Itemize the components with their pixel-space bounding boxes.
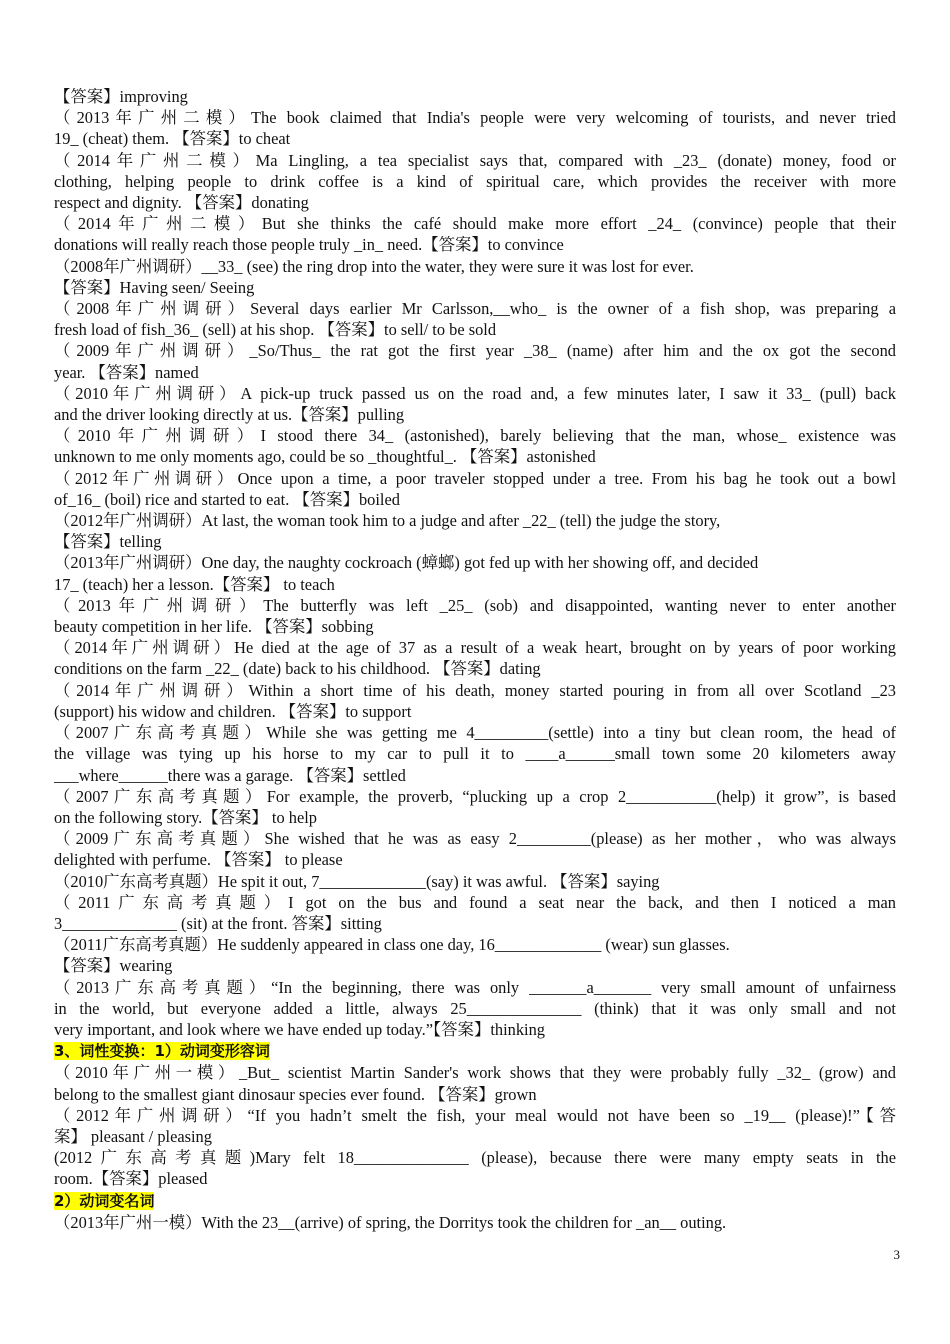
- text-line: 19_ (cheat) them. 【答案】to cheat: [54, 129, 291, 149]
- text-line: year. 【答案】named: [54, 362, 199, 382]
- text-line: (2012广东高考真题)Mary felt 18______________ (please), because there were many empty seats in the: [54, 1148, 896, 1168]
- text-line: room.【答案】pleased: [54, 1169, 208, 1189]
- text-line: （2010年广州一模）_But_ scientist Martin Sander's work shows that they were probably fully _32_ (grow) and: [54, 1063, 896, 1083]
- text-line: very important, and look where we have ended up today.”【答案】thinking: [54, 1019, 545, 1039]
- text-line: beauty competition in her life. 【答案】sobbing: [54, 617, 374, 637]
- text-line: （2008年广州调研）Several days earlier Mr Carlsson,__who_ is the owner of a fish shop, was preparing a: [54, 299, 896, 319]
- text-line: respect and dignity. 【答案】donating: [54, 193, 309, 213]
- text-line: unknown to me only moments ago, could be so _thoughtful_. 【答案】astonished: [54, 447, 596, 467]
- text-line: （2012年广州调研）Once upon a time, a poor traveler stopped under a tree. From his bag he took out a bowl: [54, 468, 896, 488]
- text-line: donations will really reach those people truly _in_ need.【答案】to convince: [54, 235, 564, 255]
- text-line: on the following story.【答案】 to help: [54, 807, 317, 827]
- text-line: 案】 pleasant / pleasing: [54, 1126, 212, 1146]
- text-line: of_16_ (boil) rice and started to eat. 【答案】boiled: [54, 489, 400, 509]
- text-line: clothing, helping people to drink coffee is a kind of spiritual care, which provides the receiver with more: [54, 171, 896, 191]
- text-line: （2013年广州一模）With the 23__(arrive) of spring, the Dorritys took the children for _an__ outing.: [54, 1212, 727, 1232]
- text-line: 【答案】telling: [54, 532, 162, 552]
- text-line: (support) his widow and children. 【答案】to support: [54, 701, 412, 721]
- text-line: （2009年广州调研）_So/Thus_ the rat got the first year _38_ (name) after him and the ox got the second: [54, 341, 896, 361]
- text-line: 【答案】wearing: [54, 956, 173, 976]
- text-line: 【答案】Having seen/ Seeing: [54, 277, 255, 297]
- text-line: delighted with perfume. 【答案】 to please: [54, 850, 343, 870]
- text-line: （2014年广州二模）But she thinks the café should make more effort _24_ (convince) people that their: [54, 214, 896, 234]
- text-line: and the driver looking directly at us.【答案】pulling: [54, 405, 405, 425]
- text-line: （2013年广州调研）The butterfly was left _25_ (sob) and disappointed, wanting never to enter another: [54, 595, 896, 615]
- text-line: ___where______there was a garage. 【答案】settled: [54, 765, 406, 785]
- highlighted-heading-text: 2）动词变名词: [54, 1191, 155, 1210]
- page-number: 3: [893, 1247, 900, 1262]
- text-line: （2013年广州调研）One day, the naughty cockroach (蟑螂) got fed up with her showing off, and decided: [54, 553, 759, 573]
- text-line: fresh load of fish_36_ (sell) at his shop. 【答案】to sell/ to be sold: [54, 320, 497, 340]
- text-line: （2007广东高考真题）For example, the proverb, “plucking up a crop 2___________(help) it grow”, is based: [54, 786, 896, 806]
- text-line: （2012年广州调研）At last, the woman took him to a judge and after _22_ (tell) the judge the story,: [54, 511, 721, 531]
- section-heading: [54, 1190, 896, 1212]
- text-line: the village was tying up his horse to my car to pull it to ____a______small town some 20 kilometers away: [54, 744, 896, 764]
- text-line: （2010广东高考真题）He spit it out, 7_____________(say) it was awful. 【答案】saying: [54, 871, 660, 891]
- document-body: [54, 86, 896, 1233]
- text-line: 【答案】improving: [54, 87, 188, 106]
- text-line: （2012年广州调研）“If you hadn’t smelt the fish, your meal would not have been so _19__ (please)!”【答: [54, 1105, 896, 1125]
- text-line: （2013年广州二模）The book claimed that India's people were very welcoming of tourists, and never tried: [54, 108, 896, 128]
- text-line: 3______________ (sit) at the front. 答案】sitting: [54, 913, 382, 933]
- text-line: （2011广东高考真题）He suddenly appeared in class one day, 16_____________ (wear) sun glasses.: [54, 935, 730, 955]
- text-line: conditions on the farm _22_ (date) back to his childhood. 【答案】dating: [54, 659, 541, 679]
- text-line: 17_ (teach) her a lesson.【答案】 to teach: [54, 574, 335, 594]
- text-line: （2013广东高考真题）“In the beginning, there was only _______a_______ very small amount of unfairness: [54, 977, 896, 997]
- text-line: （2010年广州调研）I stood there 34_ (astonished), barely believing that the man, whose_ existence was: [54, 426, 896, 446]
- text-line: （2014年广州调研）Within a short time of his death, money started pouring in from all over Scotland _23: [54, 680, 896, 700]
- text-line: （2011广东高考真题）I got on the bus and found a seat near the back, and then I noticed a man: [54, 892, 896, 912]
- text-line: in the world, but everyone added a little, always 25______________ (think) that it was only small and not: [54, 998, 896, 1018]
- section-heading: [54, 1040, 896, 1062]
- text-line: （2008年广州调研）__33_ (see) the ring drop into the water, they were sure it was lost for ever.: [54, 256, 694, 276]
- text-line: （2007广东高考真题）While she was getting me 4_________(settle) into a tiny but clean room, the head of: [54, 723, 896, 743]
- text-line: （2009广东高考真题）She wished that he was as easy 2_________(please) as her mother，who was always: [54, 829, 896, 849]
- text-line: belong to the smallest giant dinosaur species ever found. 【答案】grown: [54, 1084, 537, 1104]
- text-line: （2014年广州二模）Ma Lingling, a tea specialist says that, compared with _23_ (donate) money, food or: [54, 150, 896, 170]
- text-line: （2014年广州调研）He died at the age of 37 as a result of a weak heart, brought on by years of poor working: [54, 638, 896, 658]
- text-line: （2010年广州调研）A pick-up truck passed us on the road and, a few minutes later, I saw it 33_ (pull) back: [54, 383, 896, 403]
- highlighted-heading-text: 3、词性变换：1）动词变形容词: [54, 1042, 270, 1061]
